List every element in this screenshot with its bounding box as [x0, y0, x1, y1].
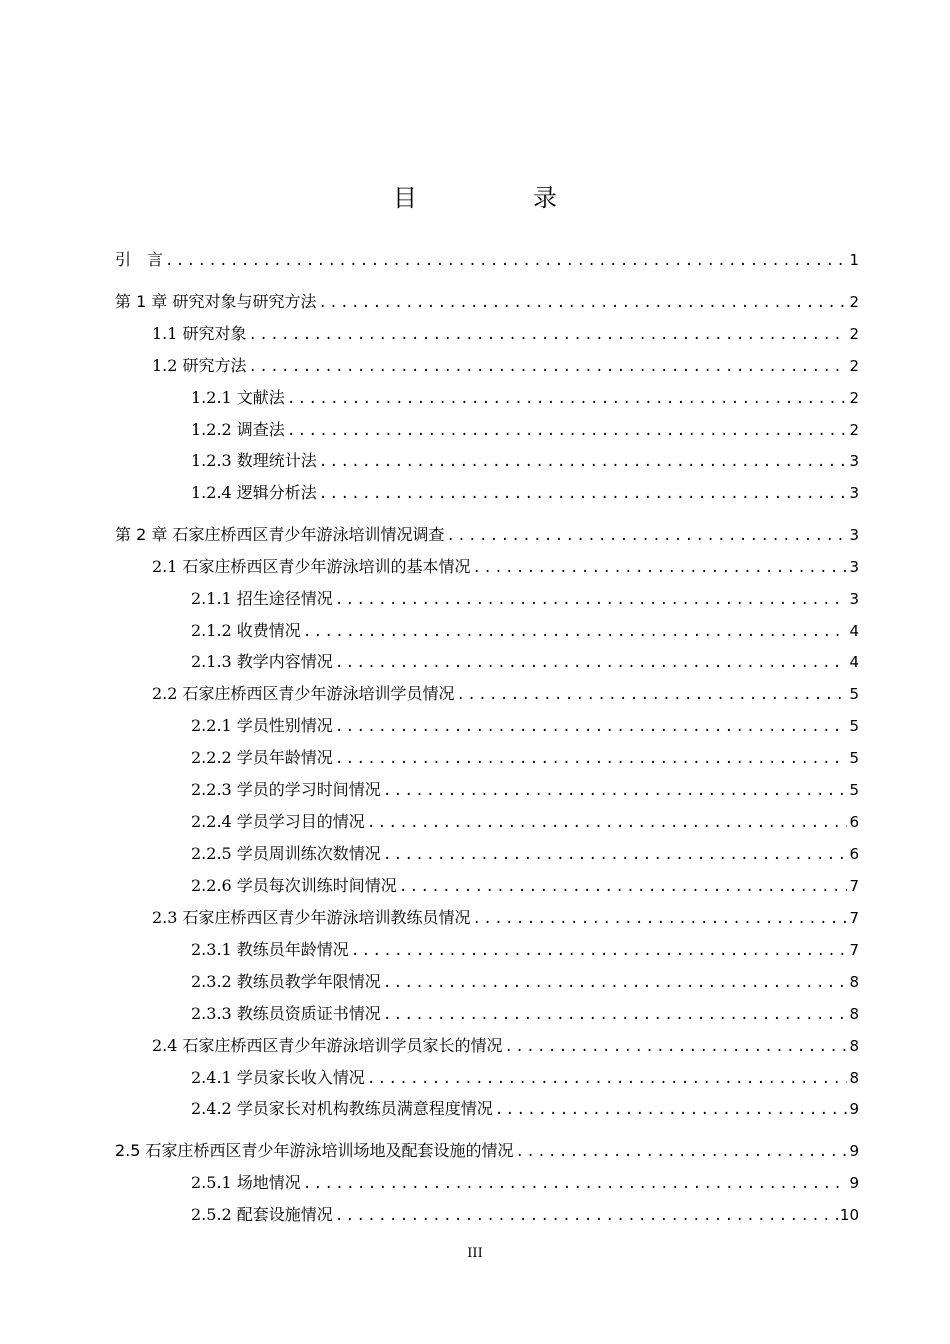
toc-entry[interactable]	[191, 1097, 859, 1121]
toc-entry-page: 9	[849, 1100, 859, 1118]
toc-entry[interactable]	[191, 587, 859, 611]
toc-entry[interactable]	[191, 1066, 859, 1090]
toc-entry-label: 2.4.1 学员家长收入情况	[191, 1068, 365, 1087]
toc-entry[interactable]	[191, 714, 859, 738]
toc-entry[interactable]	[191, 418, 859, 442]
toc-entry-page: 2	[849, 325, 859, 343]
toc-entry-page: 2	[849, 389, 859, 407]
toc-entry-label: 2.1.3 教学内容情况	[191, 652, 333, 671]
toc-entry-label: 2.2.4 学员学习目的情况	[191, 812, 365, 831]
toc-entry-label: 2.3 石家庄桥西区青少年游泳培训教练员情况	[152, 908, 471, 927]
toc-entry[interactable]	[191, 1002, 859, 1026]
toc-entry[interactable]	[191, 874, 859, 898]
toc-entry[interactable]	[152, 682, 859, 706]
toc-entry-label: 引 言	[115, 250, 164, 269]
toc-entry-page: 8	[849, 1069, 859, 1087]
toc-entry-page: 8	[849, 1037, 859, 1055]
toc-entry[interactable]	[115, 290, 859, 314]
toc-entry-label: 2.1.2 收费情况	[191, 621, 301, 640]
toc-entry-label: 第 2 章 石家庄桥西区青少年游泳培训情况调查	[115, 525, 445, 544]
toc-entry-label: 1.1 研究对象	[152, 324, 247, 343]
toc-entry-page: 7	[849, 941, 859, 959]
toc-entry[interactable]	[191, 619, 859, 643]
toc-entry[interactable]	[191, 1203, 859, 1227]
toc-entry[interactable]	[191, 386, 859, 410]
toc-entry[interactable]	[191, 810, 859, 834]
toc-entry[interactable]	[115, 1139, 859, 1163]
toc-entry-label: 2.2.2 学员年龄情况	[191, 748, 333, 767]
toc-entry[interactable]	[191, 1171, 859, 1195]
toc-entry[interactable]	[191, 650, 859, 674]
toc-entry[interactable]	[191, 938, 859, 962]
toc-entry-page: 10	[839, 1206, 859, 1224]
toc-entry-label: 2.3.1 教练员年龄情况	[191, 940, 349, 959]
toc-entry-page: 7	[849, 909, 859, 927]
toc-entry-label: 1.2.4 逻辑分析法	[191, 483, 317, 502]
toc-entry-page: 5	[849, 685, 859, 703]
toc-entry-label: 2.1.1 招生途径情况	[191, 589, 333, 608]
toc-entry-page: 2	[849, 357, 859, 375]
toc-entry-label: 2.3.2 教练员教学年限情况	[191, 972, 381, 991]
toc-entry[interactable]	[191, 778, 859, 802]
toc-entry-page: 2	[849, 421, 859, 439]
toc-entry-page: 3	[849, 526, 859, 544]
toc-entry-label: 2.3.3 教练员资质证书情况	[191, 1004, 381, 1023]
toc-entry[interactable]	[115, 523, 859, 547]
page-title: 目 录	[393, 184, 603, 212]
toc-entry-label: 2.4 石家庄桥西区青少年游泳培训学员家长的情况	[152, 1036, 503, 1055]
toc-entry-page: 2	[849, 293, 859, 311]
toc-entry[interactable]	[191, 481, 859, 505]
toc-entry-label: 2.2.6 学员每次训练时间情况	[191, 876, 397, 895]
toc-entry-page: 5	[849, 749, 859, 767]
toc-entry-label: 2.2.5 学员周训练次数情况	[191, 844, 381, 863]
toc-entry-page: 3	[849, 452, 859, 470]
toc-entry-label: 2.2.3 学员的学习时间情况	[191, 780, 381, 799]
toc-entry-label: 1.2.2 调查法	[191, 420, 285, 439]
toc-entry-page: 3	[849, 558, 859, 576]
toc-entry-label: 2.2 石家庄桥西区青少年游泳培训学员情况	[152, 684, 455, 703]
toc-entry-page: 6	[849, 845, 859, 863]
toc-entry-page: 3	[849, 484, 859, 502]
toc-entry[interactable]	[115, 248, 859, 272]
toc-entry-label: 1.2.1 文献法	[191, 388, 285, 407]
toc-entry-label: 2.2.1 学员性别情况	[191, 716, 333, 735]
toc-entry-page: 6	[849, 813, 859, 831]
toc-entry[interactable]	[191, 449, 859, 473]
toc-entry-page: 8	[849, 973, 859, 991]
toc-entry[interactable]	[152, 906, 859, 930]
toc-entry[interactable]	[191, 746, 859, 770]
toc-entry-page: 9	[849, 1142, 859, 1160]
toc-entry-page: 7	[849, 877, 859, 895]
toc-entry-page: 4	[849, 622, 859, 640]
toc-entry-page: 3	[849, 590, 859, 608]
toc-entry[interactable]	[152, 322, 859, 346]
toc-entry[interactable]	[191, 842, 859, 866]
toc-entry[interactable]	[152, 1034, 859, 1058]
toc-entry-label: 2.1 石家庄桥西区青少年游泳培训的基本情况	[152, 557, 471, 576]
toc-entry[interactable]	[152, 555, 859, 579]
toc-entry[interactable]	[152, 354, 859, 378]
toc-entry-page: 9	[849, 1174, 859, 1192]
toc-entry-label: 第 1 章 研究对象与研究方法	[115, 292, 317, 311]
toc-entry-label: 1.2 研究方法	[152, 356, 247, 375]
toc-entry-page: 1	[849, 251, 859, 269]
toc-entry-page: 5	[849, 717, 859, 735]
toc-entry[interactable]	[191, 970, 859, 994]
toc-entry-page: 5	[849, 781, 859, 799]
toc-entry-page: 8	[849, 1005, 859, 1023]
toc-entry-page: 4	[849, 653, 859, 671]
toc-entry-label: 2.5 石家庄桥西区青少年游泳培训场地及配套设施的情况	[115, 1141, 514, 1160]
toc-entry-label: 2.4.2 学员家长对机构教练员满意程度情况	[191, 1099, 493, 1118]
toc-entry-label: 1.2.3 数理统计法	[191, 451, 317, 470]
page-number-footer: III	[467, 1246, 483, 1261]
toc-entry-label: 2.5.1 场地情况	[191, 1173, 301, 1192]
toc-entry-label: 2.5.2 配套设施情况	[191, 1205, 333, 1224]
